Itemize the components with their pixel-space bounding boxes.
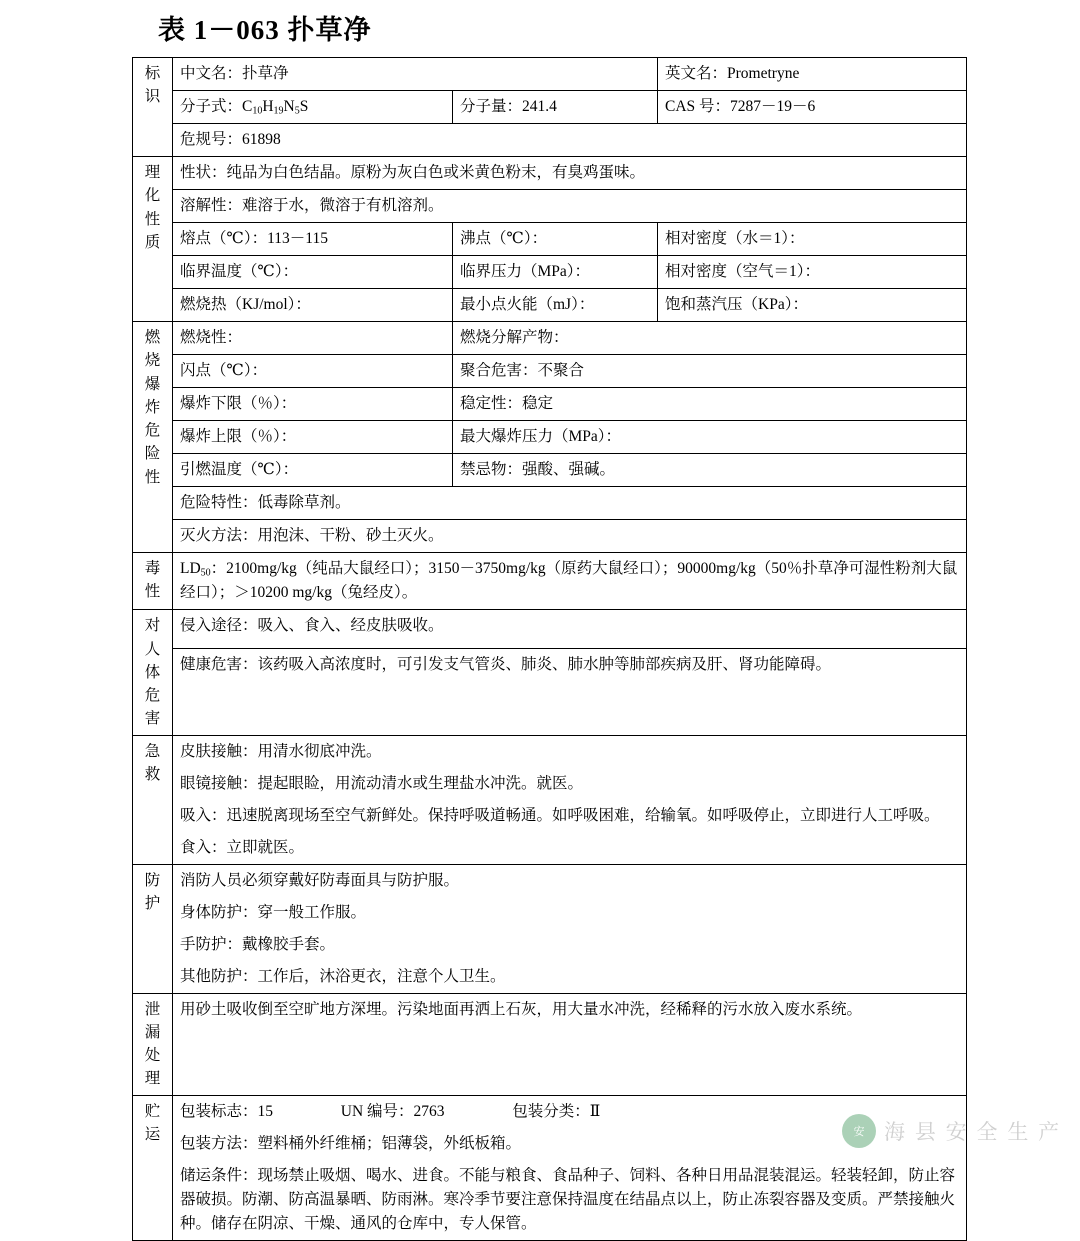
table-row bbox=[133, 157, 967, 190]
table-row bbox=[133, 256, 967, 289]
section-label-toxicity: 毒 性 bbox=[133, 553, 173, 610]
table-row bbox=[133, 929, 967, 961]
watermark-text: 海 县 安 全 生 产 bbox=[884, 1121, 1062, 1144]
routes-cell: 侵入途径：吸入、食入、经皮肤吸收。 bbox=[173, 610, 967, 648]
hazard-characteristics-cell: 危险特性：低毒除草剂。 bbox=[173, 487, 967, 520]
table-row bbox=[133, 897, 967, 929]
table-row bbox=[133, 58, 967, 91]
leak-text-cell: 用砂土吸收倒至空旷地方深埋。污染地面再洒上石灰，用大量水冲洗，经稀释的污水放入废水系统。 bbox=[173, 993, 967, 1095]
saturated-vapor-pressure-cell: 饱和蒸汽压（KPa）： bbox=[658, 289, 967, 322]
table-row bbox=[133, 993, 967, 1095]
table-row bbox=[133, 322, 967, 355]
table-row bbox=[133, 289, 967, 322]
ld50-cell: $LD_{50}$：2100mg/kg（纯品大鼠经口）；3150－3750mg/kg（原药大鼠经口）；90000mg/kg（50％扑草净可湿性粉剂大鼠经口）；＞10200 mg/kg（兔经皮）。 bbox=[173, 553, 967, 610]
extinguishing-method-cell: 灭火方法：用泡沫、干粉、砂土灭火。 bbox=[173, 520, 967, 553]
table-row bbox=[133, 800, 967, 832]
min-ignition-energy-cell: 最小点火能（mJ）： bbox=[453, 289, 658, 322]
relative-density-water-cell: 相对密度（水＝1）： bbox=[658, 223, 967, 256]
decomposition-products-cell: 燃烧分解产物： bbox=[453, 322, 967, 355]
lower-explosion-limit-cell: 爆炸下限（％）： bbox=[173, 388, 453, 421]
package-class: 包装分类：Ⅱ bbox=[512, 1102, 601, 1120]
package-method-cell: 包装方法：塑料桶外纤维桶；铝薄袋，外纸板箱。 bbox=[173, 1128, 967, 1160]
heat-of-combustion-cell: 燃烧热（KJ/mol）： bbox=[173, 289, 453, 322]
max-explosion-pressure-cell: 最大爆炸压力（MPa）： bbox=[453, 421, 967, 454]
table-row bbox=[133, 388, 967, 421]
section-label-combustion: 燃 烧 爆 炸 危 险 性 bbox=[133, 322, 173, 553]
first-aid-skin-cell: 皮肤接触：用清水彻底冲洗。 bbox=[173, 735, 967, 768]
protection-hand-cell: 手防护：戴橡胶手套。 bbox=[173, 929, 967, 961]
table-row bbox=[133, 190, 967, 223]
table-row bbox=[133, 124, 967, 157]
critical-pressure-cell: 临界压力（MPa）： bbox=[453, 256, 658, 289]
formula-cell: 分子式：$C_{10}H_{19}N_5S$ bbox=[173, 91, 453, 124]
table-row bbox=[133, 1160, 967, 1241]
table-row bbox=[133, 355, 967, 388]
section-label-storage: 贮 运 bbox=[133, 1095, 173, 1240]
first-aid-inhalation-cell: 吸入：迅速脱离现场至空气新鲜处。保持呼吸道畅通。如呼吸困难，给输氧。如呼吸停止，立即进行人工呼吸。 bbox=[173, 800, 967, 832]
section-label-identification: 标 识 bbox=[133, 58, 173, 157]
table-row bbox=[133, 1095, 967, 1128]
chinese-name-cell: 中文名：扑草净 bbox=[173, 58, 658, 91]
page-title: 表 1－063 扑草净 bbox=[158, 15, 372, 45]
english-name-cell: 英文名：Prometryne bbox=[658, 58, 967, 91]
table-row bbox=[133, 1128, 967, 1160]
table-row bbox=[133, 864, 967, 897]
storage-package-line bbox=[173, 1095, 967, 1128]
table-row bbox=[133, 610, 967, 648]
watermark-badge-icon: 安 bbox=[842, 1114, 876, 1148]
table-row bbox=[133, 735, 967, 768]
cas-cell: CAS 号：7287－19－6 bbox=[658, 91, 967, 124]
section-label-physical: 理 化 性 质 bbox=[133, 157, 173, 322]
section-label-leak: 泄 漏 处 理 bbox=[133, 993, 173, 1095]
ignition-temperature-cell: 引燃温度（℃）： bbox=[173, 454, 453, 487]
protection-firefighter-cell: 消防人员必须穿戴好防毒面具与防护服。 bbox=[173, 864, 967, 897]
first-aid-ingestion-cell: 食入：立即就医。 bbox=[173, 832, 967, 865]
flash-point-cell: 闪点（℃）： bbox=[173, 355, 453, 388]
combustibility-cell: 燃烧性： bbox=[173, 322, 453, 355]
relative-density-air-cell: 相对密度（空气＝1）： bbox=[658, 256, 967, 289]
section-label-protection: 防 护 bbox=[133, 864, 173, 993]
protection-other-cell: 其他防护：工作后，沐浴更衣，注意个人卫生。 bbox=[173, 961, 967, 994]
critical-temperature-cell: 临界温度（℃）： bbox=[173, 256, 453, 289]
un-number: UN 编号：2763 bbox=[340, 1102, 445, 1120]
msds-table bbox=[132, 57, 967, 1241]
section-label-human-hazard: 对 人 体 危 害 bbox=[133, 610, 173, 735]
protection-body-cell: 身体防护：穿一般工作服。 bbox=[173, 897, 967, 929]
table-row bbox=[133, 648, 967, 735]
first-aid-eye-cell: 眼镜接触：提起眼睑，用流动清水或生理盐水冲洗。就医。 bbox=[173, 768, 967, 800]
table-row bbox=[133, 223, 967, 256]
table-row bbox=[133, 553, 967, 610]
table-row bbox=[133, 454, 967, 487]
section-label-first-aid: 急 救 bbox=[133, 735, 173, 864]
dangerous-code-cell: 危规号：61898 bbox=[173, 124, 967, 157]
polymerization-hazard-cell: 聚合危害：不聚合 bbox=[453, 355, 967, 388]
health-hazard-cell: 健康危害：该药吸入高浓度时，可引发支气管炎、肺炎、肺水肿等肺部疾病及肝、肾功能障碍。 bbox=[173, 648, 967, 735]
incompatible-cell: 禁忌物：强酸、强碱。 bbox=[453, 454, 967, 487]
boiling-point-cell: 沸点（℃）： bbox=[453, 223, 658, 256]
molecular-weight-cell: 分子量：241.4 bbox=[453, 91, 658, 124]
table-row bbox=[133, 768, 967, 800]
properties-cell: 性状：纯品为白色结晶。原粉为灰白色或米黄色粉末，有臭鸡蛋味。 bbox=[173, 157, 967, 190]
solubility-cell: 溶解性：难溶于水，微溶于有机溶剂。 bbox=[173, 190, 967, 223]
table-row bbox=[133, 487, 967, 520]
storage-conditions-cell: 储运条件：现场禁止吸烟、喝水、进食。不能与粮食、食品种子、饲料、各种日用品混装混运。轻装轻卸，防止容器破损。防潮、防高温暴晒、防雨淋。寒冷季节要注意保持温度在结晶点以上，防止冻裂容器及变质。严禁接触火种。储存在阴凉、干燥、通风的仓库中，专人保管。 bbox=[173, 1160, 967, 1241]
stability-cell: 稳定性：稳定 bbox=[453, 388, 967, 421]
table-row bbox=[133, 832, 967, 865]
table-row bbox=[133, 421, 967, 454]
upper-explosion-limit-cell: 爆炸上限（％）： bbox=[173, 421, 453, 454]
melting-point-cell: 熔点（℃）：113－115 bbox=[173, 223, 453, 256]
table-row bbox=[133, 961, 967, 994]
table-row bbox=[133, 520, 967, 553]
table-row bbox=[133, 91, 967, 124]
package-mark: 包装标志：15 bbox=[180, 1102, 274, 1120]
